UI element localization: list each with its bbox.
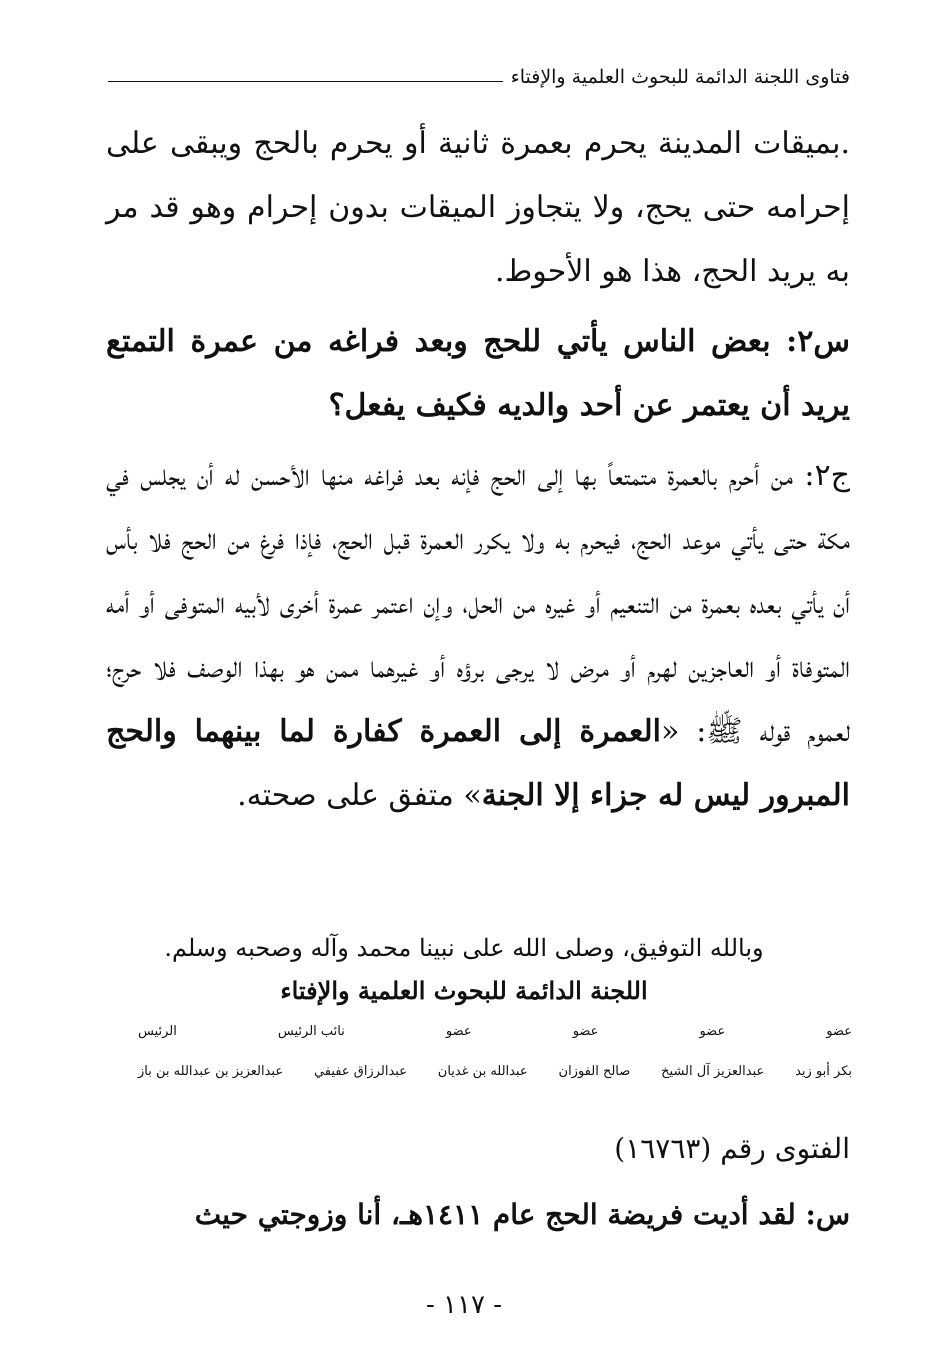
signatory-role: نائب الرئيس	[277, 1024, 345, 1039]
signatory-name: صالح الفوزان	[558, 1064, 631, 1079]
fatwa-number: الفتوى رقم (١٦٧٦٣)	[614, 1132, 850, 1165]
signatory-role: عضو	[699, 1024, 726, 1039]
answer-2	[106, 444, 850, 828]
question-2: س٢: بعض الناس يأتي للحج وبعد فراغه من عمرة التمتع يريد أن يعتمر عن أحد والديه فكيف يفعل؟	[106, 324, 850, 423]
header-rule	[108, 81, 503, 82]
answer-2-text: ج٢: من أحرم بالعمرة متمتعاً بها إلى الحج فإنه بعد فراغه منها الأحسن له أن يجلس في مكة حتى يأتي موعد الحج، فيحرم به ولا يكرر العمرة قبل الحج، فإذا فرغ من الحج فلا بأس أن يأتي بعده بعمرة من التنعيم أو غيره من الحل، وإن اعتمر عمرة أخرى لأبيه المتوفى أو أمه المتوفاة أو العاجزين لهرم أو مرض لا يرجى برؤه أو غيرهما ممن هو بهذا الوصف فلا حرج؛ لعموم قوله ﷺ: «	[106, 458, 850, 749]
header-title: فتاوى اللجنة الدائمة للبحوث العلمية والإفتاء	[510, 66, 850, 88]
signatory-role: عضو	[445, 1024, 472, 1039]
closing-prayer: وبالله التوفيق، وصلى الله على نبينا محمد وآله وصحبه وسلم.	[164, 934, 764, 962]
signatory-name: عبدالرزاق عفيفي	[313, 1064, 407, 1079]
signatory-name: عبدالعزيز آل الشيخ	[661, 1064, 765, 1079]
page-number: - ١١٧ -	[425, 1290, 503, 1320]
signatory-name: بكر أبو زيد	[795, 1064, 852, 1079]
committee-name: اللجنة الدائمة للبحوث العلمية والإفتاء	[280, 976, 648, 1005]
running-header	[108, 60, 850, 94]
paragraph-answer-continuation: .بميقات المدينة يحرم بعمرة ثانية أو يحرم بالحج ويبقى على إحرامه حتى يحج، ولا يتجاوز الميقات بدون إحرام وهو قد مر به يريد الحج، هذا هو الأحوط.	[106, 126, 850, 289]
signatory-name: عبدالله بن غديان	[437, 1064, 528, 1079]
signatory-role: عضو	[826, 1024, 852, 1039]
answer-2-ending: » متفق على صحته.	[237, 778, 482, 813]
signatory-role: الرئيس	[138, 1024, 177, 1039]
hadith-quote: العمرة إلى العمرة كفارة لما بينهما والحج المبرور ليس له جزاء إلا الجنة	[106, 714, 850, 813]
signatory-roles	[138, 1024, 852, 1039]
signatory-role: عضو	[572, 1024, 599, 1039]
main-body	[106, 112, 850, 828]
fatwa-question: س: لقد أديت فريضة الحج عام ١٤١١هـ، أنا وزوجتي حيث	[194, 1198, 850, 1231]
signatory-names	[138, 1064, 852, 1079]
signatory-name: عبدالعزيز بن عبدالله بن باز	[138, 1064, 284, 1079]
